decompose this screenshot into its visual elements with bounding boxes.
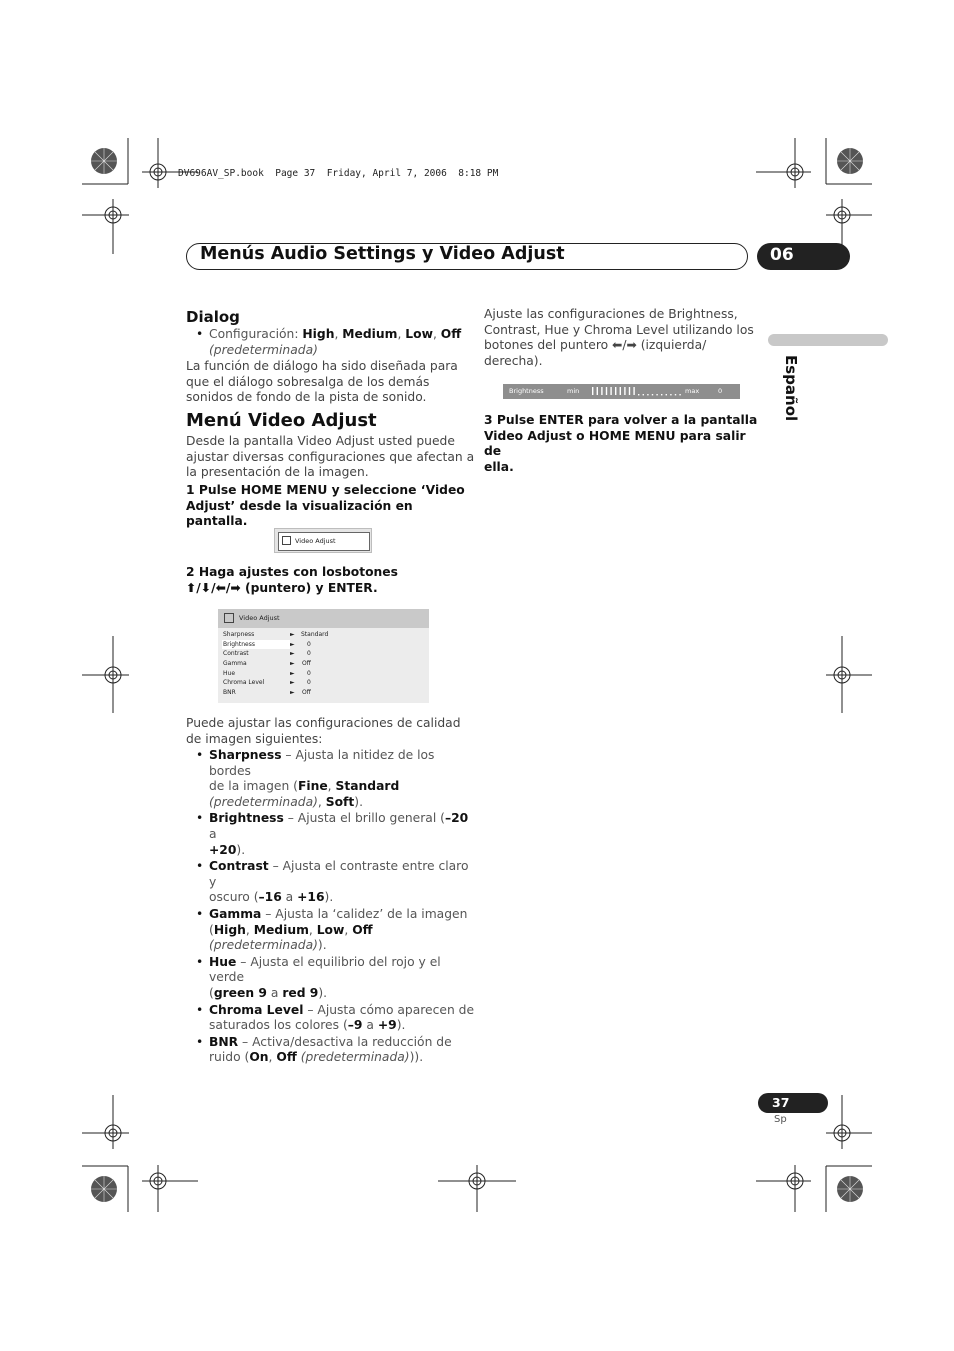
step-2 <box>186 565 476 596</box>
level-tick <box>656 394 657 395</box>
item-name: Gamma <box>209 906 262 921</box>
settings-list <box>186 748 476 1066</box>
range-max: +16 <box>297 890 325 905</box>
text-line: ajustar diversas configuraciones que afectan a <box>186 449 475 464</box>
level-tick <box>679 394 680 395</box>
level-tick <box>615 387 616 395</box>
range-min: –16 <box>258 890 282 905</box>
setting-value: 0 <box>307 650 311 657</box>
level-tick <box>633 387 634 395</box>
text-line: La función de diálogo ha sido diseñada para <box>186 359 458 373</box>
dialog-option-low: Low <box>405 327 433 341</box>
dialog-option-off: Off <box>440 327 462 341</box>
item-text: ruido ( <box>209 1050 250 1065</box>
setting-name: Chroma Level <box>223 679 265 686</box>
default-note: (predeterminada) <box>209 938 318 953</box>
text-line: Puede ajustar las configuraciones de calidad <box>186 716 461 730</box>
item-text: ). <box>396 1018 406 1033</box>
item-text: a <box>266 985 283 1000</box>
setting-name: Contrast <box>223 650 249 657</box>
setting-arrow-icon: ► <box>290 660 295 667</box>
item-text: – Ajusta la ‘calidez’ de la imagen <box>261 906 468 921</box>
page-number-badge <box>758 1093 828 1113</box>
screen-title: Video Adjust <box>239 614 280 622</box>
setting-name: Hue <box>223 670 236 677</box>
text-line: Contrast, Hue y Chroma Level utilizando los <box>484 322 754 337</box>
text-line: derecha). <box>484 353 543 368</box>
level-tick <box>675 394 676 395</box>
item-text: – Ajusta la nitidez de los bordes <box>209 748 435 778</box>
dialog-config-prefix: Configuración: <box>209 327 303 341</box>
option-on: On <box>249 1050 269 1065</box>
item-text: – Ajusta el equilibrio del rojo y el verde <box>209 954 441 985</box>
item-text: ). <box>317 938 327 953</box>
setting-name: Brightness <box>223 641 255 648</box>
level-tick <box>601 387 602 395</box>
setting-value: Off <box>302 689 311 696</box>
quality-intro <box>186 716 476 747</box>
page-number: 37 <box>772 1095 790 1110</box>
video-adjust-icon <box>224 613 234 623</box>
range-min: –9 <box>347 1018 363 1033</box>
level-tick <box>647 394 648 395</box>
item-text: – Ajusta cómo aparecen de <box>303 1002 475 1017</box>
chapter-title: Menús Audio Settings y Video Adjust <box>200 244 565 264</box>
dialog-heading: Dialog <box>186 308 240 326</box>
option-high: High <box>213 922 246 937</box>
item-text: ). <box>324 890 334 905</box>
level-tick <box>670 394 671 395</box>
bar-max-label: max <box>685 387 700 395</box>
level-tick <box>661 394 662 395</box>
bar-value: 0 <box>718 387 723 395</box>
video-adjust-intro <box>186 434 476 481</box>
dialog-option-medium: Medium <box>342 327 398 341</box>
screen-video-adjust <box>218 609 429 703</box>
item-text: a <box>209 826 217 841</box>
setting-row-gamma <box>222 659 332 668</box>
setting-value: 0 <box>307 670 311 677</box>
text-line: Ajuste las configuraciones de Brightness, <box>484 307 738 321</box>
item-name: BNR <box>209 1034 239 1049</box>
setting-arrow-icon: ► <box>290 670 295 677</box>
range-min: green 9 <box>213 985 267 1000</box>
default-note: (predeterminada) <box>209 794 318 809</box>
level-tick <box>606 387 607 395</box>
list-item-hue: • Hue – Ajusta el equilibrio del rojo y el verde (green 9 a red 9). <box>186 955 476 1002</box>
text-line: de imagen siguientes: <box>186 731 323 746</box>
language-tab <box>768 355 806 435</box>
screen-home-menu <box>274 528 372 553</box>
item-text: – Ajusta el contraste entre claro y <box>209 859 469 889</box>
setting-row-hue <box>222 669 332 678</box>
level-tick <box>629 387 630 395</box>
page-language-code: Sp <box>774 1114 787 1125</box>
list-item-brightness <box>186 811 476 858</box>
setting-arrow-icon: ► <box>290 641 295 648</box>
setting-arrow-icon: ► <box>290 679 295 686</box>
text-line: 2 Haga ajustes con losbotones <box>186 565 398 579</box>
text-line: Desde la pantalla Video Adjust usted puede <box>186 434 455 448</box>
dialog-description <box>186 359 471 406</box>
text-line: 1 Pulse HOME MENU y seleccione ‘Video <box>186 483 465 497</box>
level-tick <box>597 387 598 395</box>
level-tick <box>610 387 611 395</box>
video-adjust-icon <box>282 536 291 545</box>
language-tab-bar <box>768 334 888 346</box>
item-text: saturados los colores ( <box>209 1018 348 1033</box>
setting-arrow-icon: ► <box>290 689 295 696</box>
setting-row-chroma-level <box>222 678 332 687</box>
screen-title-bar <box>218 609 429 628</box>
item-name: Contrast <box>209 859 269 874</box>
item-text: – Ajusta el brillo general ( <box>283 811 445 826</box>
text-line: Adjust’ desde la visualización en pantalla. <box>186 498 413 529</box>
option-fine: Fine <box>297 779 328 794</box>
level-scale <box>591 387 683 396</box>
list-item-chroma-level <box>186 1003 476 1034</box>
default-note: (predeterminada) <box>300 1050 410 1065</box>
text-line: que el diálogo sobresalga de los demás <box>186 374 430 389</box>
setting-row-contrast <box>222 649 332 658</box>
menu-item-video-adjust <box>278 532 370 551</box>
text-line: ⬆/⬇/⬅/➡ (puntero) y ENTER. <box>186 580 378 595</box>
item-text: )). <box>409 1050 424 1065</box>
setting-value: 0 <box>307 679 311 686</box>
list-item-bnr: • BNR – Activa/desactiva la reducción de ruido (On, Off (predeterminada))). <box>186 1035 476 1066</box>
item-text: a <box>281 890 298 905</box>
option-medium: Medium <box>253 922 309 937</box>
item-name: Sharpness <box>209 748 282 762</box>
step-1 <box>186 483 476 530</box>
item-text: – Activa/desactiva la reducción de <box>238 1034 452 1049</box>
item-name: Brightness <box>209 811 284 826</box>
screen-brightness-bar <box>503 384 740 399</box>
item-name: Chroma Level <box>209 1002 304 1017</box>
item-text: ). <box>354 794 363 809</box>
print-file-line: DV696AV_SP.book Page 37 Friday, April 7, 2006 8:18 PM <box>178 168 499 179</box>
setting-name: Gamma <box>223 660 247 667</box>
setting-value: 0 <box>307 641 311 648</box>
option-standard: Standard <box>335 779 400 794</box>
level-tick <box>620 387 621 395</box>
setting-arrow-icon: ► <box>290 650 295 657</box>
item-text: oscuro ( <box>209 890 259 905</box>
step-3 <box>484 413 764 475</box>
option-off: Off <box>276 1050 297 1065</box>
chapter-number: 06 <box>770 245 794 265</box>
text-line: botones del puntero ⬅/➡ (izquierda/ <box>484 338 707 353</box>
right-column-text <box>484 307 754 369</box>
setting-row-bnr <box>222 688 332 697</box>
level-tick <box>652 394 653 395</box>
level-tick <box>666 394 667 395</box>
range-max: +20 <box>209 842 237 857</box>
setting-row-brightness <box>222 640 290 649</box>
menu-item-label: Video Adjust <box>295 537 336 545</box>
level-tick <box>624 387 625 395</box>
language-tab-label: Español <box>782 355 800 422</box>
range-min: –20 <box>444 811 469 826</box>
level-tick <box>643 394 644 395</box>
setting-value: Off <box>302 660 311 667</box>
video-adjust-heading: Menú Video Adjust <box>186 410 377 431</box>
setting-arrow-icon: ► <box>290 631 295 638</box>
option-soft: Soft <box>325 794 355 809</box>
item-text: ). <box>236 842 246 857</box>
item-name: Hue <box>209 954 237 969</box>
option-low: Low <box>316 922 345 937</box>
list-item-sharpness: • Sharpness – Ajusta la nitidez de los bordes de la imagen (Fine, Standard (predeterminada), Soft). <box>186 748 476 810</box>
option-off: Off <box>352 922 373 937</box>
dialog-option-high: High <box>302 327 335 341</box>
text-line: ella. <box>484 459 514 474</box>
item-text: de la imagen ( <box>209 779 298 794</box>
dialog-default-note: (predeterminada) <box>209 342 318 357</box>
text-line: la presentación de la imagen. <box>186 465 369 480</box>
text-line: Video Adjust o HOME MENU para salir de <box>484 428 746 459</box>
bar-label: Brightness <box>509 387 544 395</box>
setting-name: BNR <box>223 689 236 696</box>
setting-value: Standard <box>301 631 329 638</box>
range-max: +9 <box>377 1018 397 1033</box>
range-max: red 9 <box>282 985 319 1000</box>
level-tick <box>638 394 639 395</box>
bar-min-label: min <box>567 387 580 395</box>
text-line: 3 Pulse ENTER para volver a la pantalla <box>484 413 758 427</box>
list-item-contrast <box>186 859 476 906</box>
level-tick <box>592 387 593 395</box>
setting-name: Sharpness <box>223 631 255 638</box>
list-item-gamma: • Gamma – Ajusta la ‘calidez’ de la imagen (High, Medium, Low, Off (predeterminada)). <box>186 907 476 954</box>
item-text: ). <box>318 985 328 1000</box>
item-text: a <box>362 1018 378 1033</box>
dialog-config-item: • Configuración: High, Medium, Low, Off (predeterminada) <box>186 327 499 358</box>
text-line: sonidos de fondo de la pista de sonido. <box>186 390 427 405</box>
